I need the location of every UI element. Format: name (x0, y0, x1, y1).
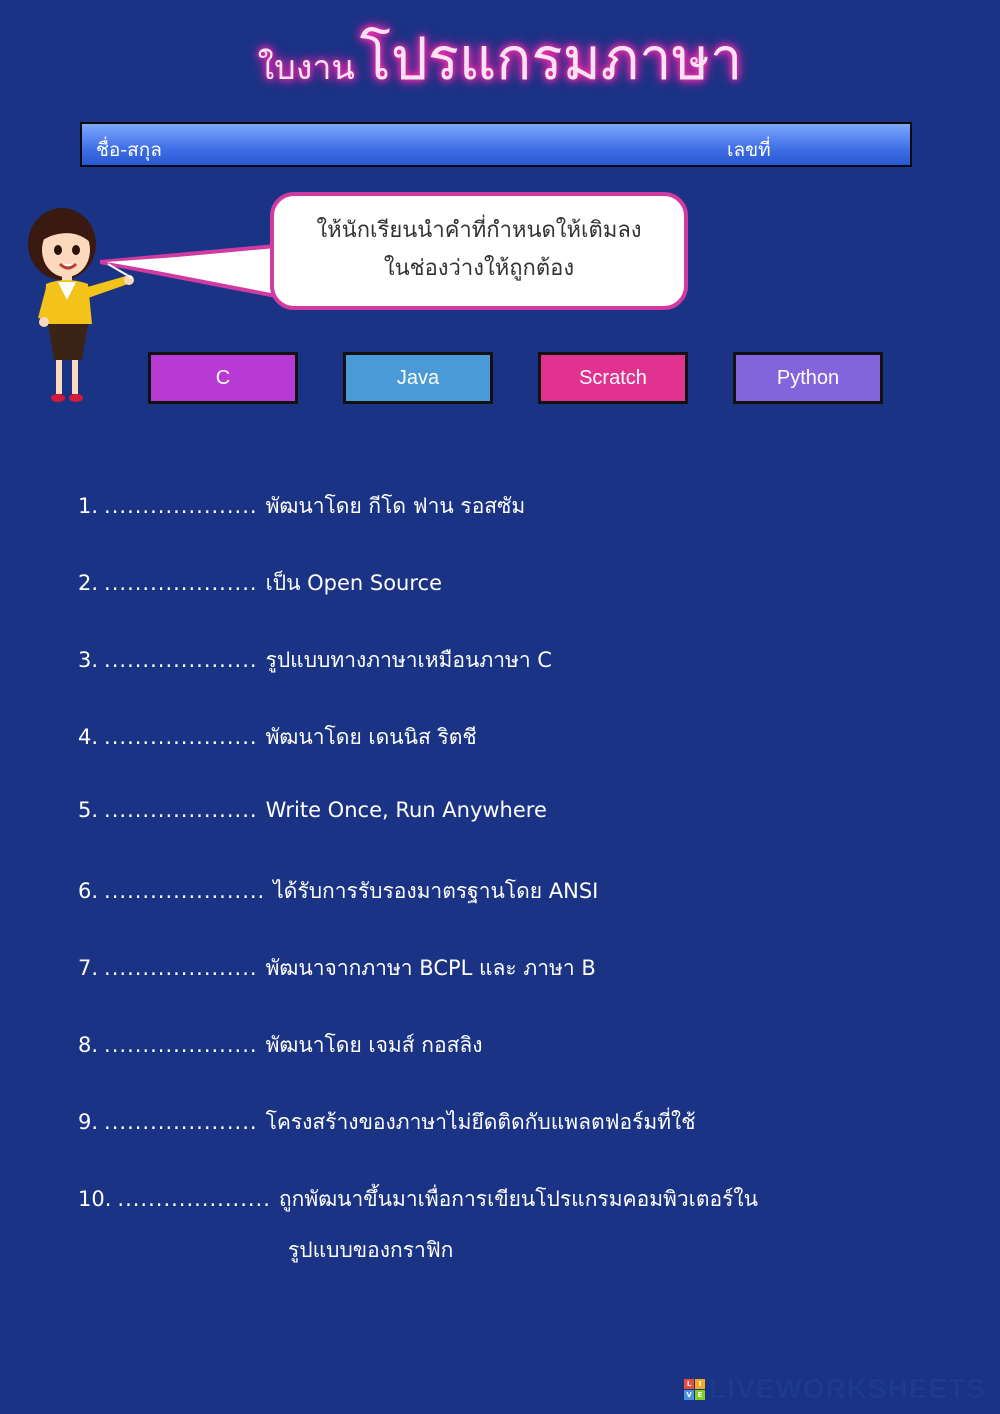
logo-letter: E (695, 1390, 705, 1400)
instruction-line-2: ในช่องว่างให้ถูกต้อง (383, 256, 575, 281)
question-text: ถูกพัฒนาขึ้นมาเพื่อการเขียนโปรแกรมคอมพิวเตอร์ใน (278, 1187, 758, 1211)
question-4 (78, 721, 477, 754)
logo-icon (684, 1379, 705, 1400)
question-text: พัฒนาโดย เจมส์ กอสลิง (265, 1033, 483, 1057)
question-3 (78, 644, 552, 677)
logo-letter: V (684, 1390, 694, 1400)
question-7 (78, 952, 596, 985)
number-label: เลขที่ (727, 139, 771, 161)
question-number: 9. (78, 1110, 99, 1134)
answer-blank[interactable]: .................... (104, 725, 258, 749)
title-main: โปรแกรมภาษา (359, 25, 743, 93)
answer-blank[interactable]: .................... (104, 1033, 258, 1057)
question-text: เป็น Open Source (265, 571, 442, 595)
teacher-cartoon-icon (18, 200, 148, 410)
question-text: รูปแบบทางภาษาเหมือนภาษา C (265, 648, 552, 672)
question-6 (78, 875, 598, 908)
question-9 (78, 1106, 696, 1139)
question-text: พัฒนาโดย เดนนิส ริตชี (265, 725, 477, 749)
question-number: 8. (78, 1033, 99, 1057)
worksheet-title (0, 25, 1000, 93)
logo-text: LIVEWORKSHEETS (709, 1373, 986, 1404)
question-2 (78, 567, 442, 600)
word-bank-scratch[interactable]: Scratch (538, 352, 688, 404)
question-number: 2. (78, 571, 99, 595)
question-number: 7. (78, 956, 99, 980)
answer-blank[interactable]: .................... (104, 798, 258, 822)
question-number: 4. (78, 725, 99, 749)
question-number: 10. (78, 1187, 112, 1211)
answer-blank[interactable]: .................... (104, 494, 258, 518)
word-bank-c[interactable]: C (148, 352, 298, 404)
title-prefix: ใบงาน (257, 48, 355, 88)
question-number: 5. (78, 798, 99, 822)
student-info-bar (80, 122, 912, 167)
question-text: ได้รับการรับรองมาตรฐานโดย ANSI (273, 879, 599, 903)
question-8 (78, 1029, 483, 1062)
question-5 (78, 798, 547, 822)
question-number: 6. (78, 879, 99, 903)
question-text: พัฒนาโดย กีโด ฟาน รอสซัม (265, 494, 526, 518)
answer-blank[interactable]: .................... (117, 1187, 271, 1211)
answer-blank[interactable]: .................... (104, 648, 258, 672)
question-number: 1. (78, 494, 99, 518)
question-10 (78, 1183, 758, 1216)
answer-blank[interactable]: ..................... (104, 879, 266, 903)
answer-blank[interactable]: .................... (104, 956, 258, 980)
logo-letter: L (684, 1379, 694, 1389)
question-1 (78, 490, 525, 523)
question-text: โครงสร้างของภาษาไม่ยึดติดกับแพลตฟอร์มที่ใช้ (265, 1110, 696, 1134)
word-bank-java[interactable]: Java (343, 352, 493, 404)
question-10-continuation: รูปแบบของกราฟิก (288, 1238, 454, 1262)
question-number: 3. (78, 648, 99, 672)
liveworksheets-logo (684, 1374, 986, 1404)
name-label: ชื่อ-สกุล (96, 139, 162, 161)
question-text: พัฒนาจากภาษา BCPL และ ภาษา B (265, 956, 596, 980)
word-bank-python[interactable]: Python (733, 352, 883, 404)
answer-blank[interactable]: .................... (104, 1110, 258, 1134)
logo-letter: I (695, 1379, 705, 1389)
instruction-line-1: ให้นักเรียนนำคำที่กำหนดให้เติมลง (316, 218, 642, 243)
question-text: Write Once, Run Anywhere (265, 798, 547, 822)
instruction-bubble (270, 192, 688, 310)
answer-blank[interactable]: .................... (104, 571, 258, 595)
